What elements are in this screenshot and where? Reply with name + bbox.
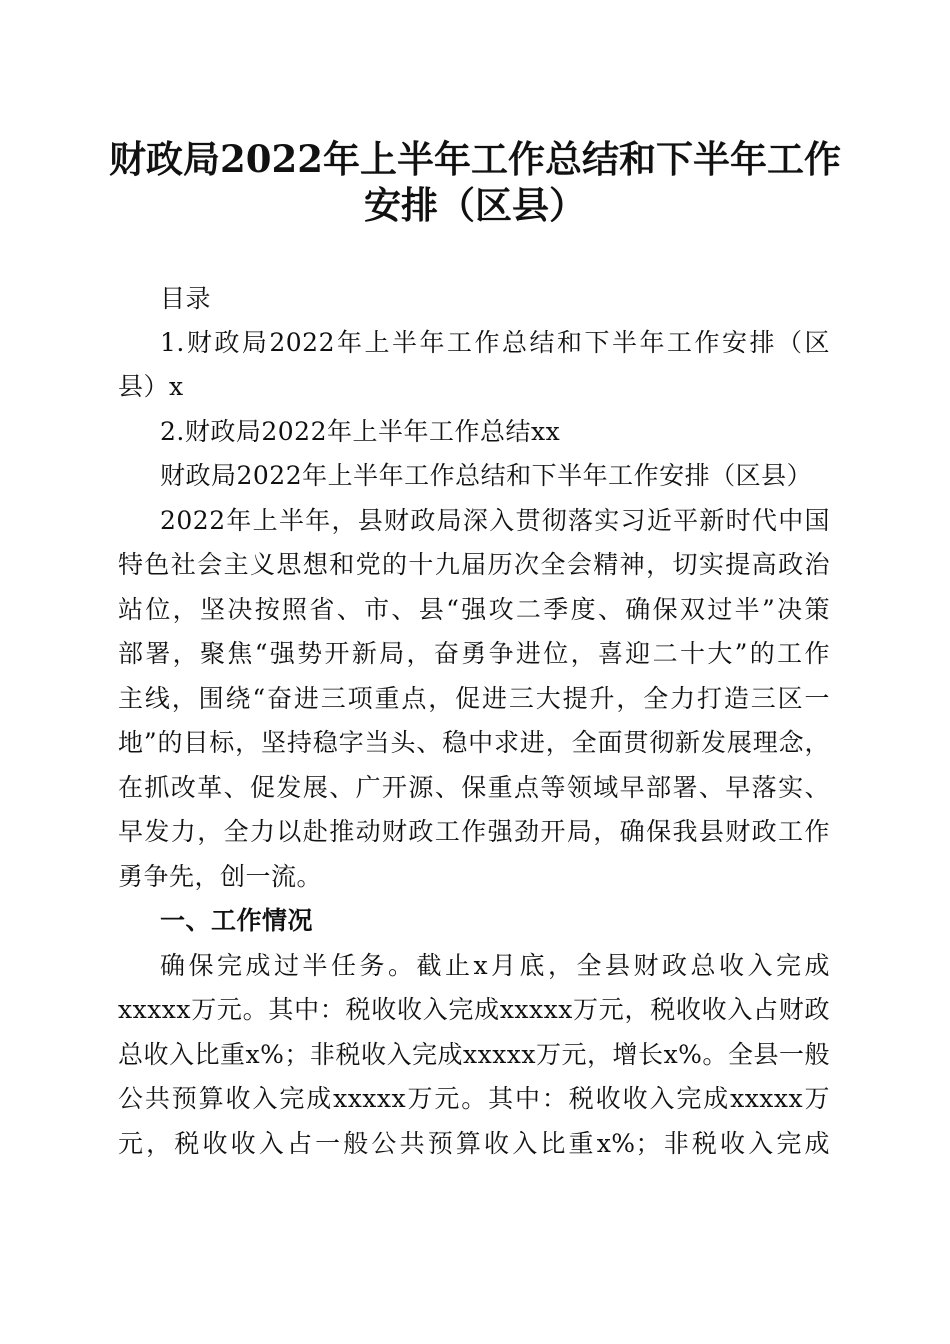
- toc-item-1-continued[interactable]: 县）x: [118, 372, 184, 401]
- paragraph-line: 部署，聚焦“强势开新局，奋勇争进位，喜迎二十大”的工作: [118, 639, 830, 668]
- toc-item-1[interactable]: 1.财政局2022年上半年工作总结和下半年工作安排（区: [160, 328, 830, 357]
- paragraph-line: 特色社会主义思想和党的十九届历次全会精神，切实提高政治: [118, 550, 830, 579]
- paragraph-line: 主线，围绕“奋进三项重点，促进三大提升，全力打造三区一: [118, 684, 830, 713]
- paragraph-line: 确保完成过半任务。截止x月底，全县财政总收入完成: [160, 951, 830, 980]
- paragraph-line: 总收入比重x%；非税收入完成xxxxx万元，增长x%。全县一般: [118, 1040, 830, 1069]
- paragraph-line: 地”的目标，坚持稳字当头、稳中求进，全面贯彻新发展理念，: [118, 728, 830, 757]
- toc-label: 目录: [160, 284, 212, 313]
- paragraph-line: 公共预算收入完成xxxxx万元。其中：税收收入完成xxxxx万: [118, 1084, 830, 1113]
- paragraph-line: 站位，坚决按照省、市、县“强攻二季度、确保双过半”决策: [118, 595, 830, 624]
- paragraph-line: 勇争先，创一流。: [118, 862, 323, 891]
- paragraph-line: 早发力，全力以赴推动财政工作强劲开局，确保我县财政工作: [118, 817, 830, 846]
- paragraph-line: xxxxx万元。其中：税收收入完成xxxxx万元，税收收入占财政: [118, 995, 830, 1024]
- paragraph-line: 在抓改革、促发展、广开源、保重点等领域早部署、早落实、: [118, 773, 830, 802]
- document-title-line-2: 安排（区县）: [364, 183, 586, 227]
- toc-item-2[interactable]: 2.财政局2022年上半年工作总结xx: [160, 417, 561, 446]
- paragraph-line: 2022年上半年，县财政局深入贯彻落实习近平新时代中国: [160, 506, 830, 535]
- section-heading: 一、工作情况: [160, 906, 314, 935]
- section-subtitle: 财政局2022年上半年工作总结和下半年工作安排（区县）: [160, 461, 813, 490]
- document-title-line-1: 财政局2022年上半年工作总结和下半年工作: [109, 137, 841, 181]
- paragraph-line: 元，税收收入占一般公共预算收入比重x%；非税收入完成: [118, 1129, 830, 1158]
